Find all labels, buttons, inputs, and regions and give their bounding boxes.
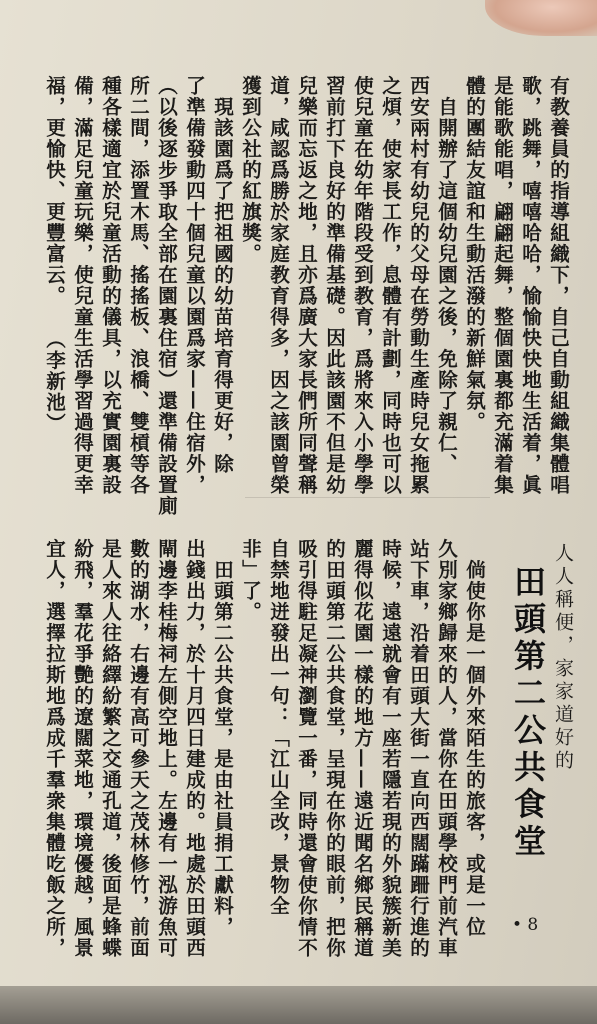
article-column: 體的團結友誼和生動活潑的新鮮氣氛。 [463,75,486,433]
article-column: 獲到公社的紅旗獎。 [239,75,262,265]
article-title: 田頭第二公共食堂 [509,565,547,861]
article-column: 站下車，沿着田頭大街一直向西闊蹣跚行進的 [407,538,430,959]
article-column: （以後逐步爭取全部在園裏住宿）還準備設置廁 [155,75,178,517]
page-number: • 8 [512,915,539,935]
page-bottom-edge [0,986,597,1024]
article-column: 是人來人往絡繹紛繁之交通孔道，後面是蜂蝶 [99,538,122,959]
article-column: 所二間，添置木馬、搖搖板、浪橋、雙槓等各 [127,75,150,496]
article-column: 倘使你是一個外來陌生的旅客，或是一位 [463,538,486,938]
article-column: 非」了。 [239,538,262,623]
article-column: 紛飛，羣花爭艷的遼闊菜地，環境優越，風景 [71,538,94,959]
article-column: 自開辦了這個幼兒園之後，免除了親仁、 [435,75,458,475]
article-column: 兒樂而忘返之地，且亦爲廣大家長們所同聲稱 [295,75,318,496]
article-column: 備，滿足兒童玩樂，使兒童生活學習過得更幸 [71,75,94,496]
article-column: 是能歌能唱，翩翩起舞，整個園裏都充滿着集 [491,75,514,496]
article-column: 了準備發動四十個兒童以園爲家——住宿外， [183,75,206,496]
article-column: 歌，跳舞，嘻嘻哈哈，愉愉快快地生活着，眞 [519,75,542,496]
article-column: 時候，遠遠就會有一座若隱若現的外貌簇新美 [379,538,402,959]
article-column: 習前打下良好的準備基礎。因此該園不但是幼 [323,75,346,496]
article-column: 閘邊李桂梅祠左側空地上。左邊有一泓游魚可 [155,538,178,959]
article-column: 西安兩村有幼兒的父母在勞動生產時兒女拖累 [407,75,430,496]
thumb-in-corner [485,0,597,36]
article-column: 的田頭第二公共食堂，呈現在你的眼前，把你 [323,538,346,959]
article-column: 數的湖水，右邊有高可參天之茂林修竹，前面 [127,538,150,959]
article-column: 之煩，使家長工作，息體有計劃，同時也可以 [379,75,402,496]
article-column: 道，咸認爲勝於家庭教育得多，因之該園曾榮 [267,75,290,496]
article-column: 種各樣適宜於兒童活動的儀具，以充實園裏設 [99,75,122,496]
article-column: 自禁地迸發出一句：「江山全改，景物全 [267,538,290,917]
article-column: 麗得似花園一樣的地方——遠近聞名鄉民稱道 [351,538,374,959]
article-column: 吸引得駐足凝神瀏覽一番，同時還會使你情不 [295,538,318,959]
article-column: 使兒童在幼年階段受到教育，爲將來入小學學 [351,75,374,496]
article-column: 出錢出力，於十月四日建成的。地處於田頭西 [183,538,206,959]
article-column: 田頭第二公共食堂，是由社員捐工獻料， [211,538,234,938]
article-column: 現該園爲了把祖國的幼苗培育得更好，除 [211,75,234,475]
canteen-article [12,505,516,975]
article-column: 有教養員的指導組織下，自己自動組織集體唱 [547,75,570,496]
kindergarten-article [12,42,597,517]
article-column: 福，更愉快、更豐富云。 （李新池） [43,75,66,434]
article-column: 宜人，選擇拉斯地爲成千羣衆集體吃飯之所， [43,538,66,959]
article-motto: 人人稱便，家家道好的 [552,543,574,773]
article-column: 久別家鄉歸來的人，當你在田頭學校門前汽車 [435,538,458,959]
section-divider [245,497,490,498]
